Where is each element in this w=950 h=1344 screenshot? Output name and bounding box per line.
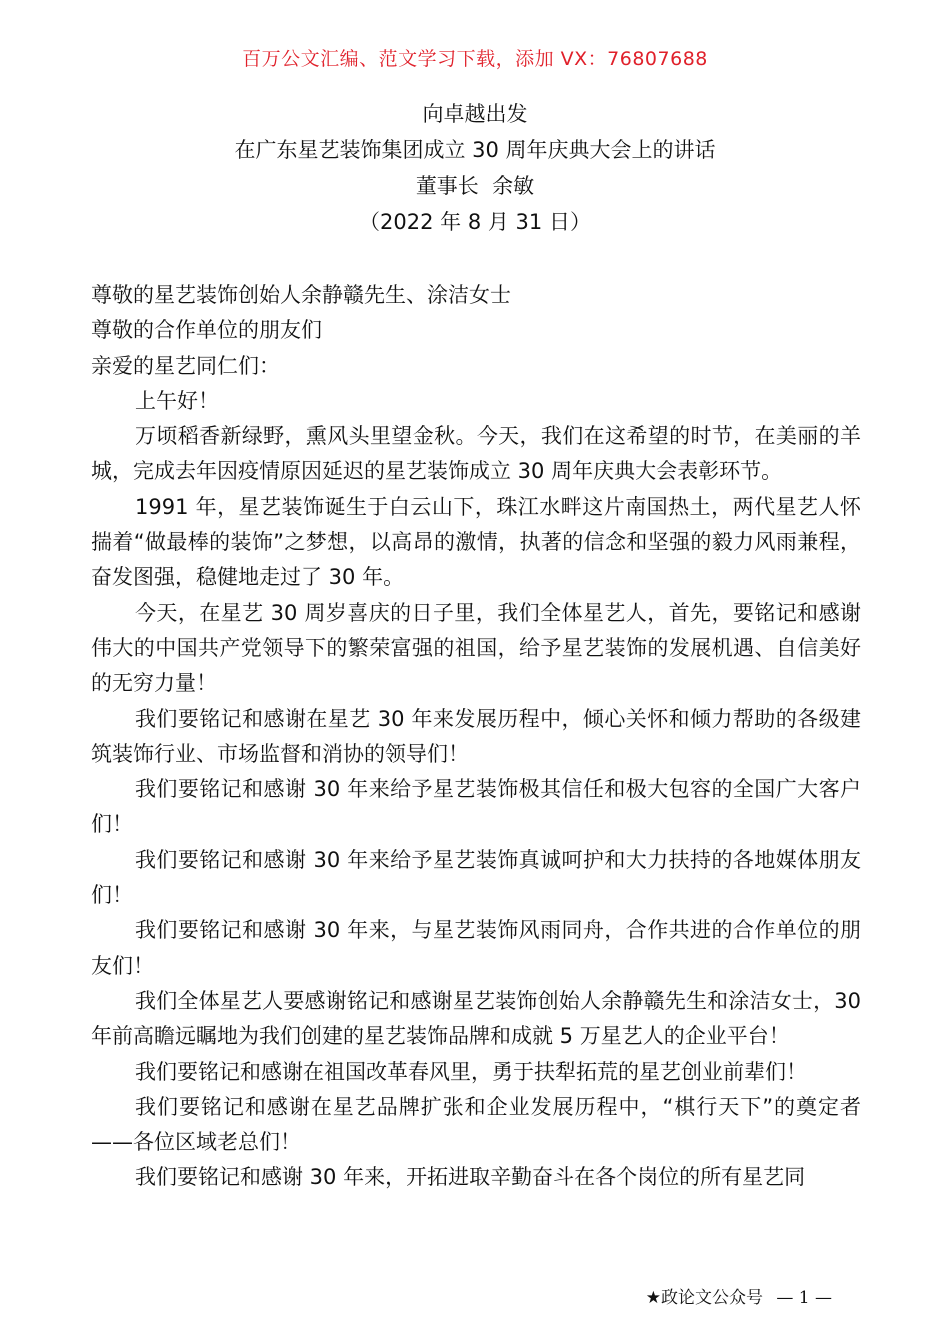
speech-date: （2022 年 8 月 31 日） (359, 210, 591, 234)
paragraph: 我们要铭记和感谢 30 年来给予星艺装饰真诚呵护和大力扶持的各地媒体朋友们！ (91, 847, 861, 908)
paragraph: 我们要铭记和感谢在星艺 30 年来发展历程中，倾心关怀和倾力帮助的各级建筑装饰行业、市场监督和消协的领导们！ (91, 706, 861, 766)
salutation-line: 亲爱的星艺同仁们： (91, 353, 280, 378)
footer-source: ★政论文公众号 (645, 1288, 763, 1308)
paragraph: 我们要铭记和感谢 30 年来给予星艺装饰极其信任和极大包容的全国广大客户们！ (91, 777, 861, 837)
paragraph: 我们要铭记和感谢 30 年来，与星艺装饰风雨同舟，合作共进的合作单位的朋友们！ (91, 918, 861, 978)
paragraph: 上午好！ (135, 388, 219, 413)
paragraph: 万顷稻香新绿野，熏风头里望金秋。今天，我们在这希望的时节，在美丽的羊城，完成去年因疫情原因延迟的星艺装饰成立 30 周年庆典大会表彰环节。 (91, 424, 861, 484)
paragraph: 我们全体星艺人要感谢铭记和感谢星艺装饰创始人余静赣先生和涂洁女士，30 年前高瞻远瞩地为我们创建的星艺装饰品牌和成就 5 万星艺人的企业平台！ (91, 988, 861, 1049)
title-block (0, 96, 950, 240)
page-number: — 1 — (776, 1288, 832, 1308)
promo-banner: 百万公文汇编、范文学习下载，添加 VX：76807688 (242, 48, 708, 70)
speaker-line: 董事长 余敏 (415, 174, 535, 198)
paragraph: 我们要铭记和感谢在星艺品牌扩张和企业发展历程中，“棋行天下”的奠定者——各位区域老总们！ (91, 1094, 861, 1155)
speech-body (91, 278, 861, 1196)
paragraph: 我们要铭记和感谢在祖国改革春风里，勇于扶犁拓荒的星艺创业前辈们！ (135, 1059, 807, 1084)
salutation-line: 尊敬的星艺装饰创始人余静赣先生、涂洁女士 (91, 283, 511, 307)
paragraph: 今天，在星艺 30 周岁喜庆的日子里，我们全体星艺人，首先，要铭记和感谢伟大的中国共产党领导下的繁荣富强的祖国，给予星艺装饰的发展机遇、自信美好的无穷力量！ (91, 600, 861, 696)
paragraph: 我们要铭记和感谢 30 年来，开拓进取辛勤奋斗在各个岗位的所有星艺同 (135, 1165, 806, 1190)
speech-subtitle: 在广东星艺装饰集团成立 30 周年庆典大会上的讲话 (234, 138, 716, 162)
paragraph: 1991 年，星艺装饰诞生于白云山下，珠江水畔这片南国热土，两代星艺人怀揣着“做最棒的装饰”之梦想，以高昂的激情，执著的信念和坚强的毅力风雨兼程，奋发图强，稳健地走过了 30 年。 (91, 494, 861, 590)
speech-title: 向卓越出发 (422, 102, 528, 126)
salutation-line: 尊敬的合作单位的朋友们 (91, 318, 322, 343)
page-footer (646, 1283, 832, 1308)
